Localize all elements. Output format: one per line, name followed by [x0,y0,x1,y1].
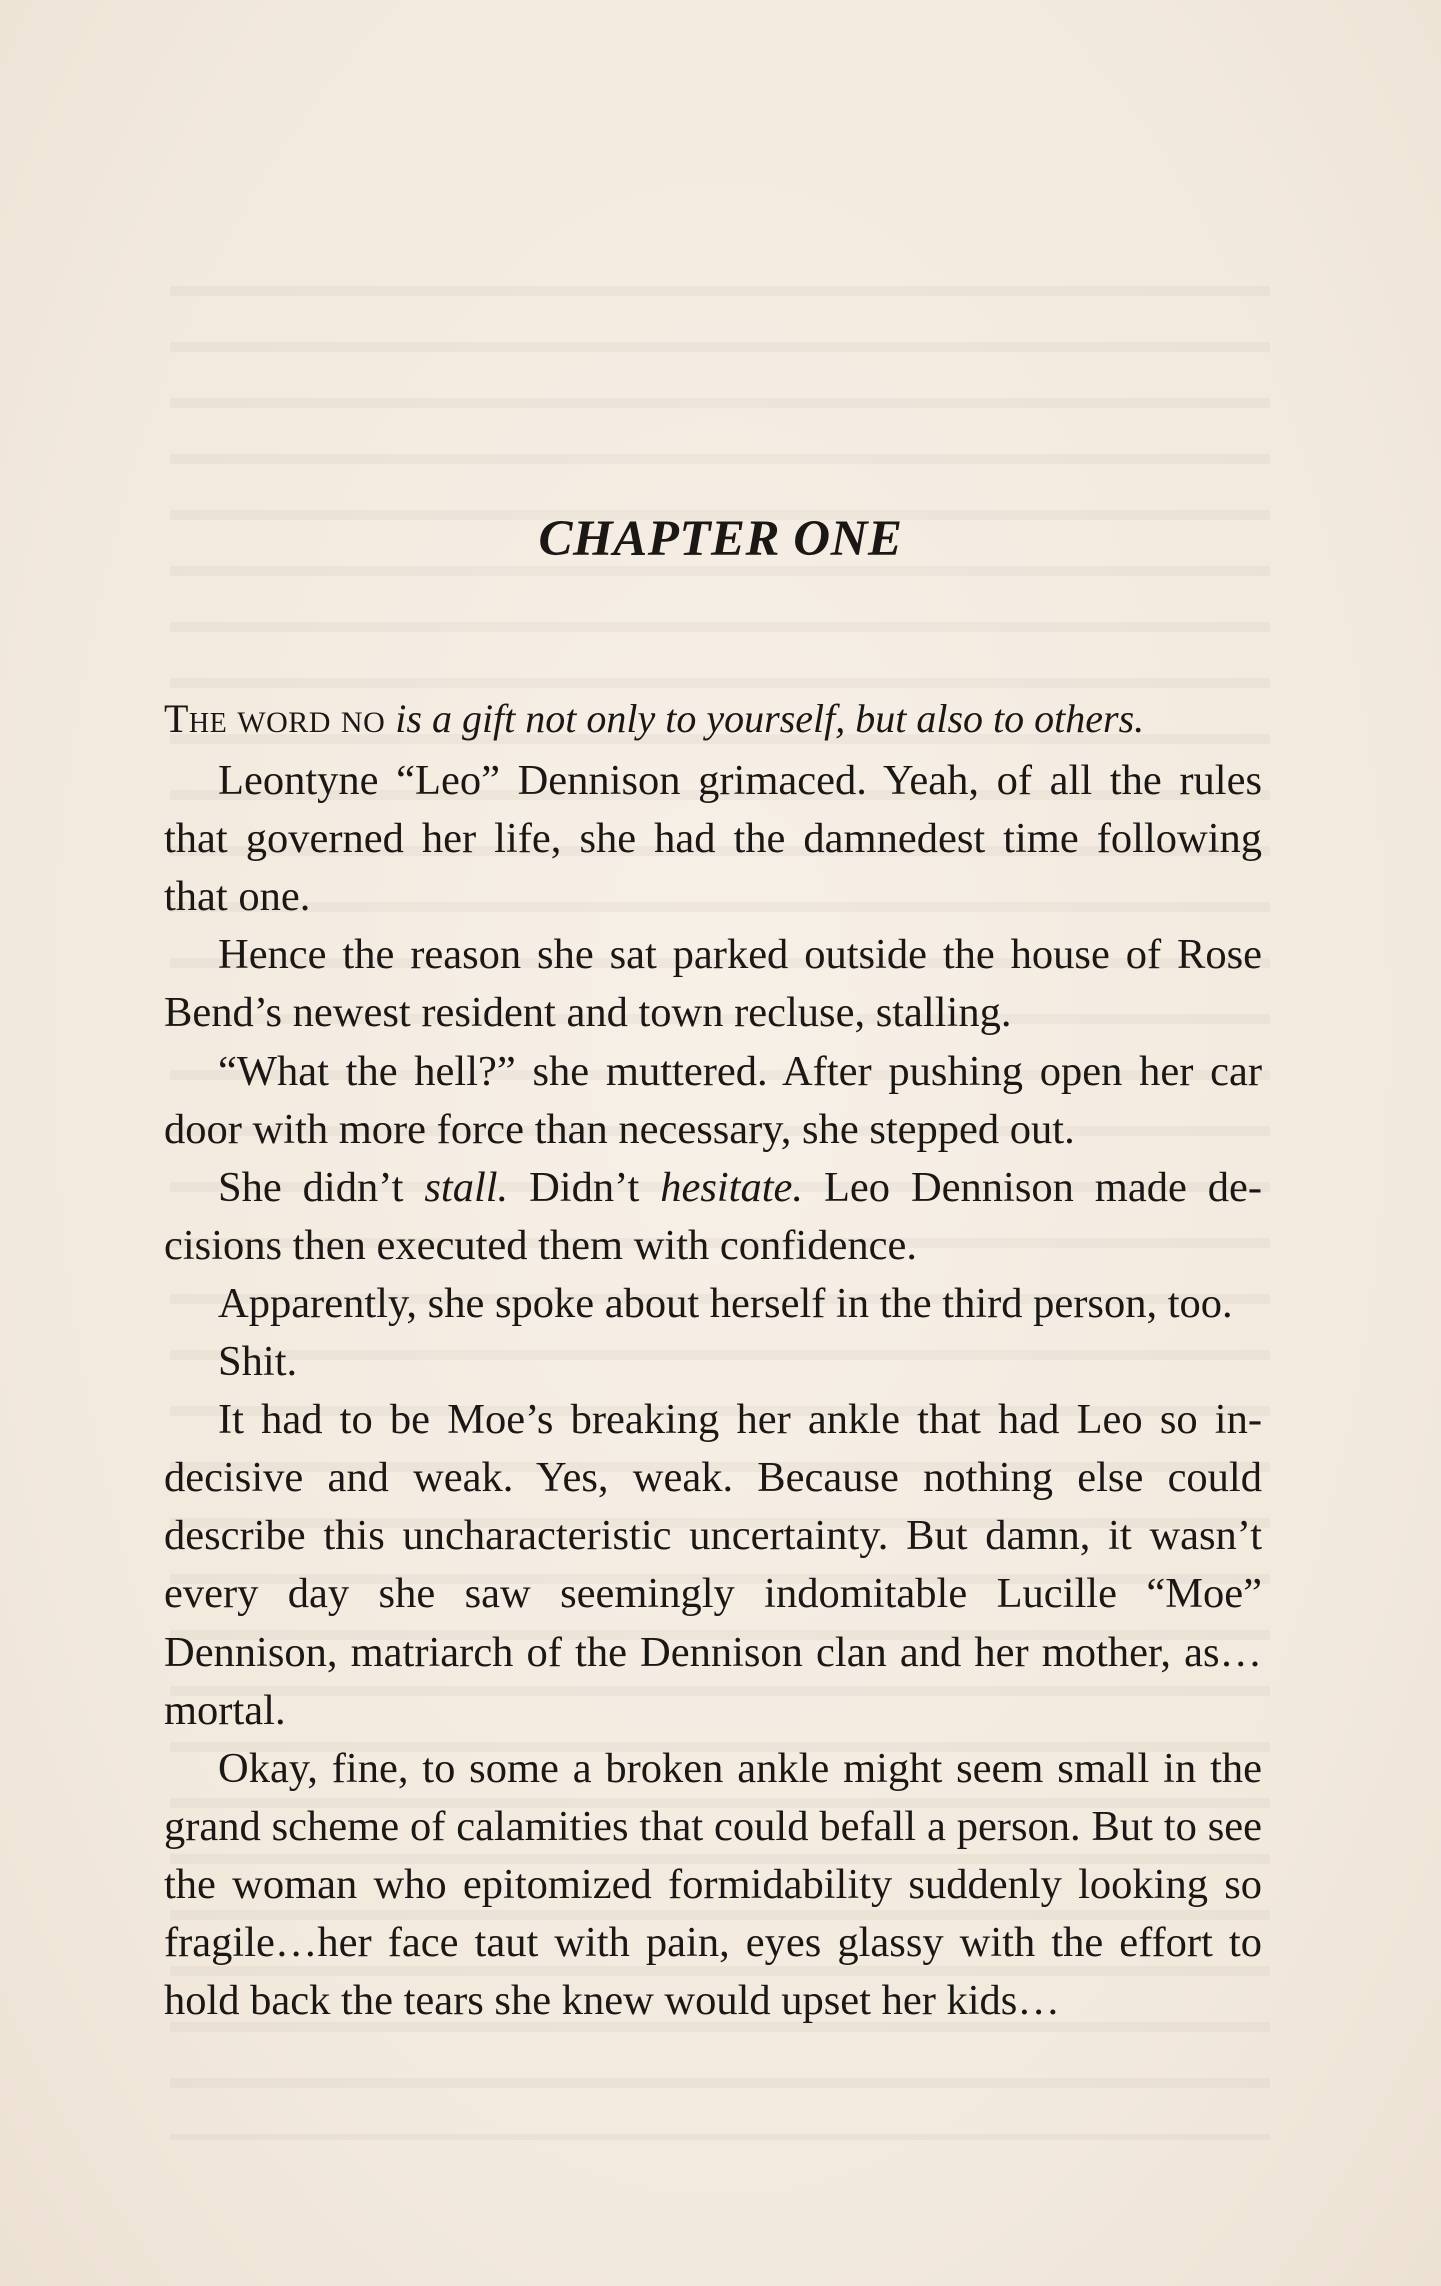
paragraph: Hence the reason she sat parked outside the house of Rose Bend’s newest resident and town recluse, stalling. [164,931,1262,1037]
opening-word-no: NO [340,706,386,739]
opening-rest: is a gift not only to yourself, but also to others. [395,696,1145,741]
paragraph: Okay, fine, to some a broken ankle might seem small in the grand scheme of calamities that could befall a person. But to see the woman who epitomized formidability suddenly looking so fragile…her face taut with pain, eyes glassy with the effort to hold back the tears she knew would upset her kids… [164,1744,1262,2025]
text-run: Leo Dennison made decisions then executed them with confidence. [164,1163,1262,1269]
opening-word-word: WORD [237,706,331,739]
emphasis-hesitate: hesitate. [660,1163,804,1211]
paragraph: Apparently, she spoke about herself in the third person, too. [218,1279,1233,1327]
text-run: Didn’t [508,1163,661,1211]
chapter-body [164,690,1262,2030]
opening-word-the: The [164,696,228,741]
paragraph: Leontyne “Leo” Dennison grimaced. Yeah, of all the rules that governed her life, she had the damnedest time following that one. [164,757,1262,921]
chapter-title: CHAPTER ONE [538,511,903,567]
paragraph: Shit. [218,1338,298,1386]
paragraph: “What the hell?” she muttered. After pushing open her car door with more force than necessary, she stepped out. [164,1047,1262,1153]
opening-line [164,690,1262,752]
text-run: She didn’t [218,1163,425,1211]
emphasis-stall: stall. [424,1163,509,1211]
paragraph [164,1159,1262,1275]
paragraph: It had to be Moe’s breaking her ankle that had Leo so indecisive and weak. Yes, weak. Because nothing else could describe this uncharacteristic uncertainty. But damn, it wasn’t every day she saw seemingly indomitable Lucille “Moe” Dennison, matriarch of the Dennison clan and her mother, as…mortal. [164,1396,1262,1734]
